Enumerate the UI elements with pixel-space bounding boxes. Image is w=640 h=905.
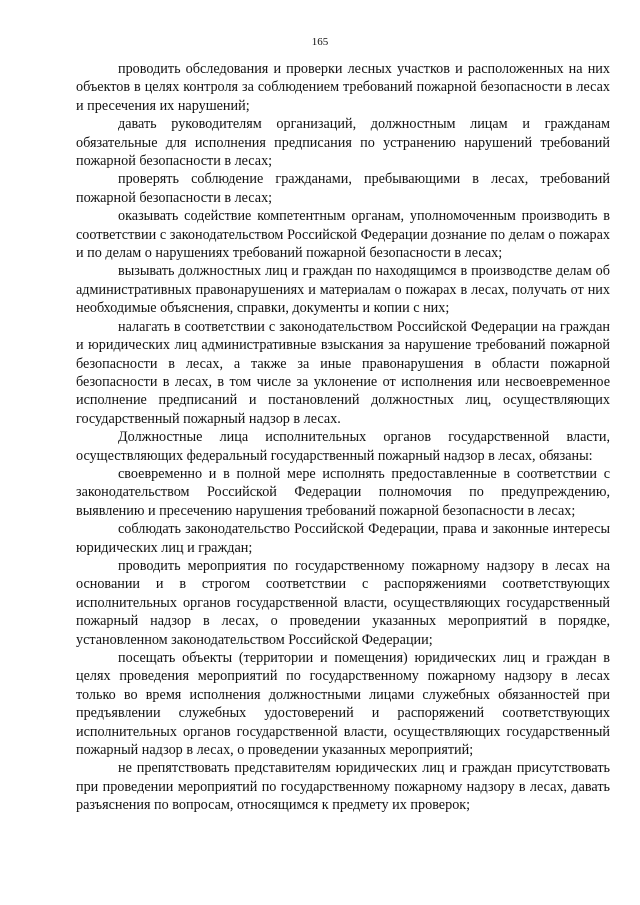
paragraph-impose-penalties: налагать в соответствии с законодательством Российской Федерации на граждан и юридических лиц административные взыскания за нарушение требований пожарной безопасности в лесах, а также за иные правонарушения в области пожарной безопасности в лесах, в том числе за уклонение от исполнения или несвоевременное исполнение предписаний и постановлений должностных лиц, осуществляющих государственный пожарный надзор в лесах. [76, 318, 610, 427]
document-body [76, 60, 610, 815]
page-number: 165 [311, 36, 329, 48]
paragraph-inspect-forest-plots: проводить обследования и проверки лесных участков и расположенных на них объектов в целях контроля за соблюдением требований пожарной безопасности в лесах и пресечения их нарушений; [76, 61, 610, 114]
paragraph-check-compliance: проверять соблюдение гражданами, пребывающими в лесах, требований пожарной безопасности в лесах; [76, 171, 610, 206]
paragraph-exercise-powers: своевременно и в полной мере исполнять предоставленные в соответствии с законодательством Российской Федерации полномочия по предупреждению, выявлению и пресечению нарушения требований пожарной безопасности в лесах; [76, 465, 610, 519]
paragraph-observe-law: соблюдать законодательство Российской Федерации, права и законные интересы юридических лиц и граждан; [76, 521, 610, 556]
paragraph-conduct-measures: проводить мероприятия по государственному пожарному надзору в лесах на основании и в строгом соответствии с распоряжениями соответствующих исполнительных органов государственной власти, осуществляющих государственный пожарный надзор в лесах, о проведении указанных мероприятий в порядке, установленном законодательством Российской Федерации; [76, 557, 610, 648]
paragraph-officials-obliged: Должностные лица исполнительных органов государственной власти, осуществляющих федеральный государственный пожарный надзор в лесах, обязаны: [76, 429, 610, 464]
paragraph-issue-orders: давать руководителям организаций, должностным лицам и гражданам обязательные для исполнения предписания по устранению нарушений требований пожарной безопасности в лесах; [76, 116, 610, 170]
paragraph-summon-persons: вызывать должностных лиц и граждан по находящимся в производстве делам об административных правонарушениях и материалам о пожарах в лесах, получать от них необходимые объяснения, справки, документы и копии с них; [76, 263, 610, 317]
paragraph-not-obstruct: не препятствовать представителям юридических лиц и граждан присутствовать при проведении мероприятий по государственному пожарному надзору в лесах, давать разъяснения по вопросам, относящимся к предмету их проверок; [76, 760, 610, 814]
paragraph-visit-objects: посещать объекты (территории и помещения) юридических лиц и граждан в целях проведения мероприятий по государственному пожарному надзору в лесах только во время исполнения должностными лицами служебных обязанностей при предъявлении служебных удостоверений и распоряжений соответствующих исполнительных органов государственной власти, осуществляющих государственный пожарный надзор в лесах, о проведении указанных мероприятий; [76, 650, 610, 759]
paragraph-assist-authorities: оказывать содействие компетентным органам, уполномоченным производить в соответствии с законодательством Российской Федерации дознание по делам о пожарах и по делам о нарушениях требований пожарной безопасности в лесах; [76, 208, 610, 262]
